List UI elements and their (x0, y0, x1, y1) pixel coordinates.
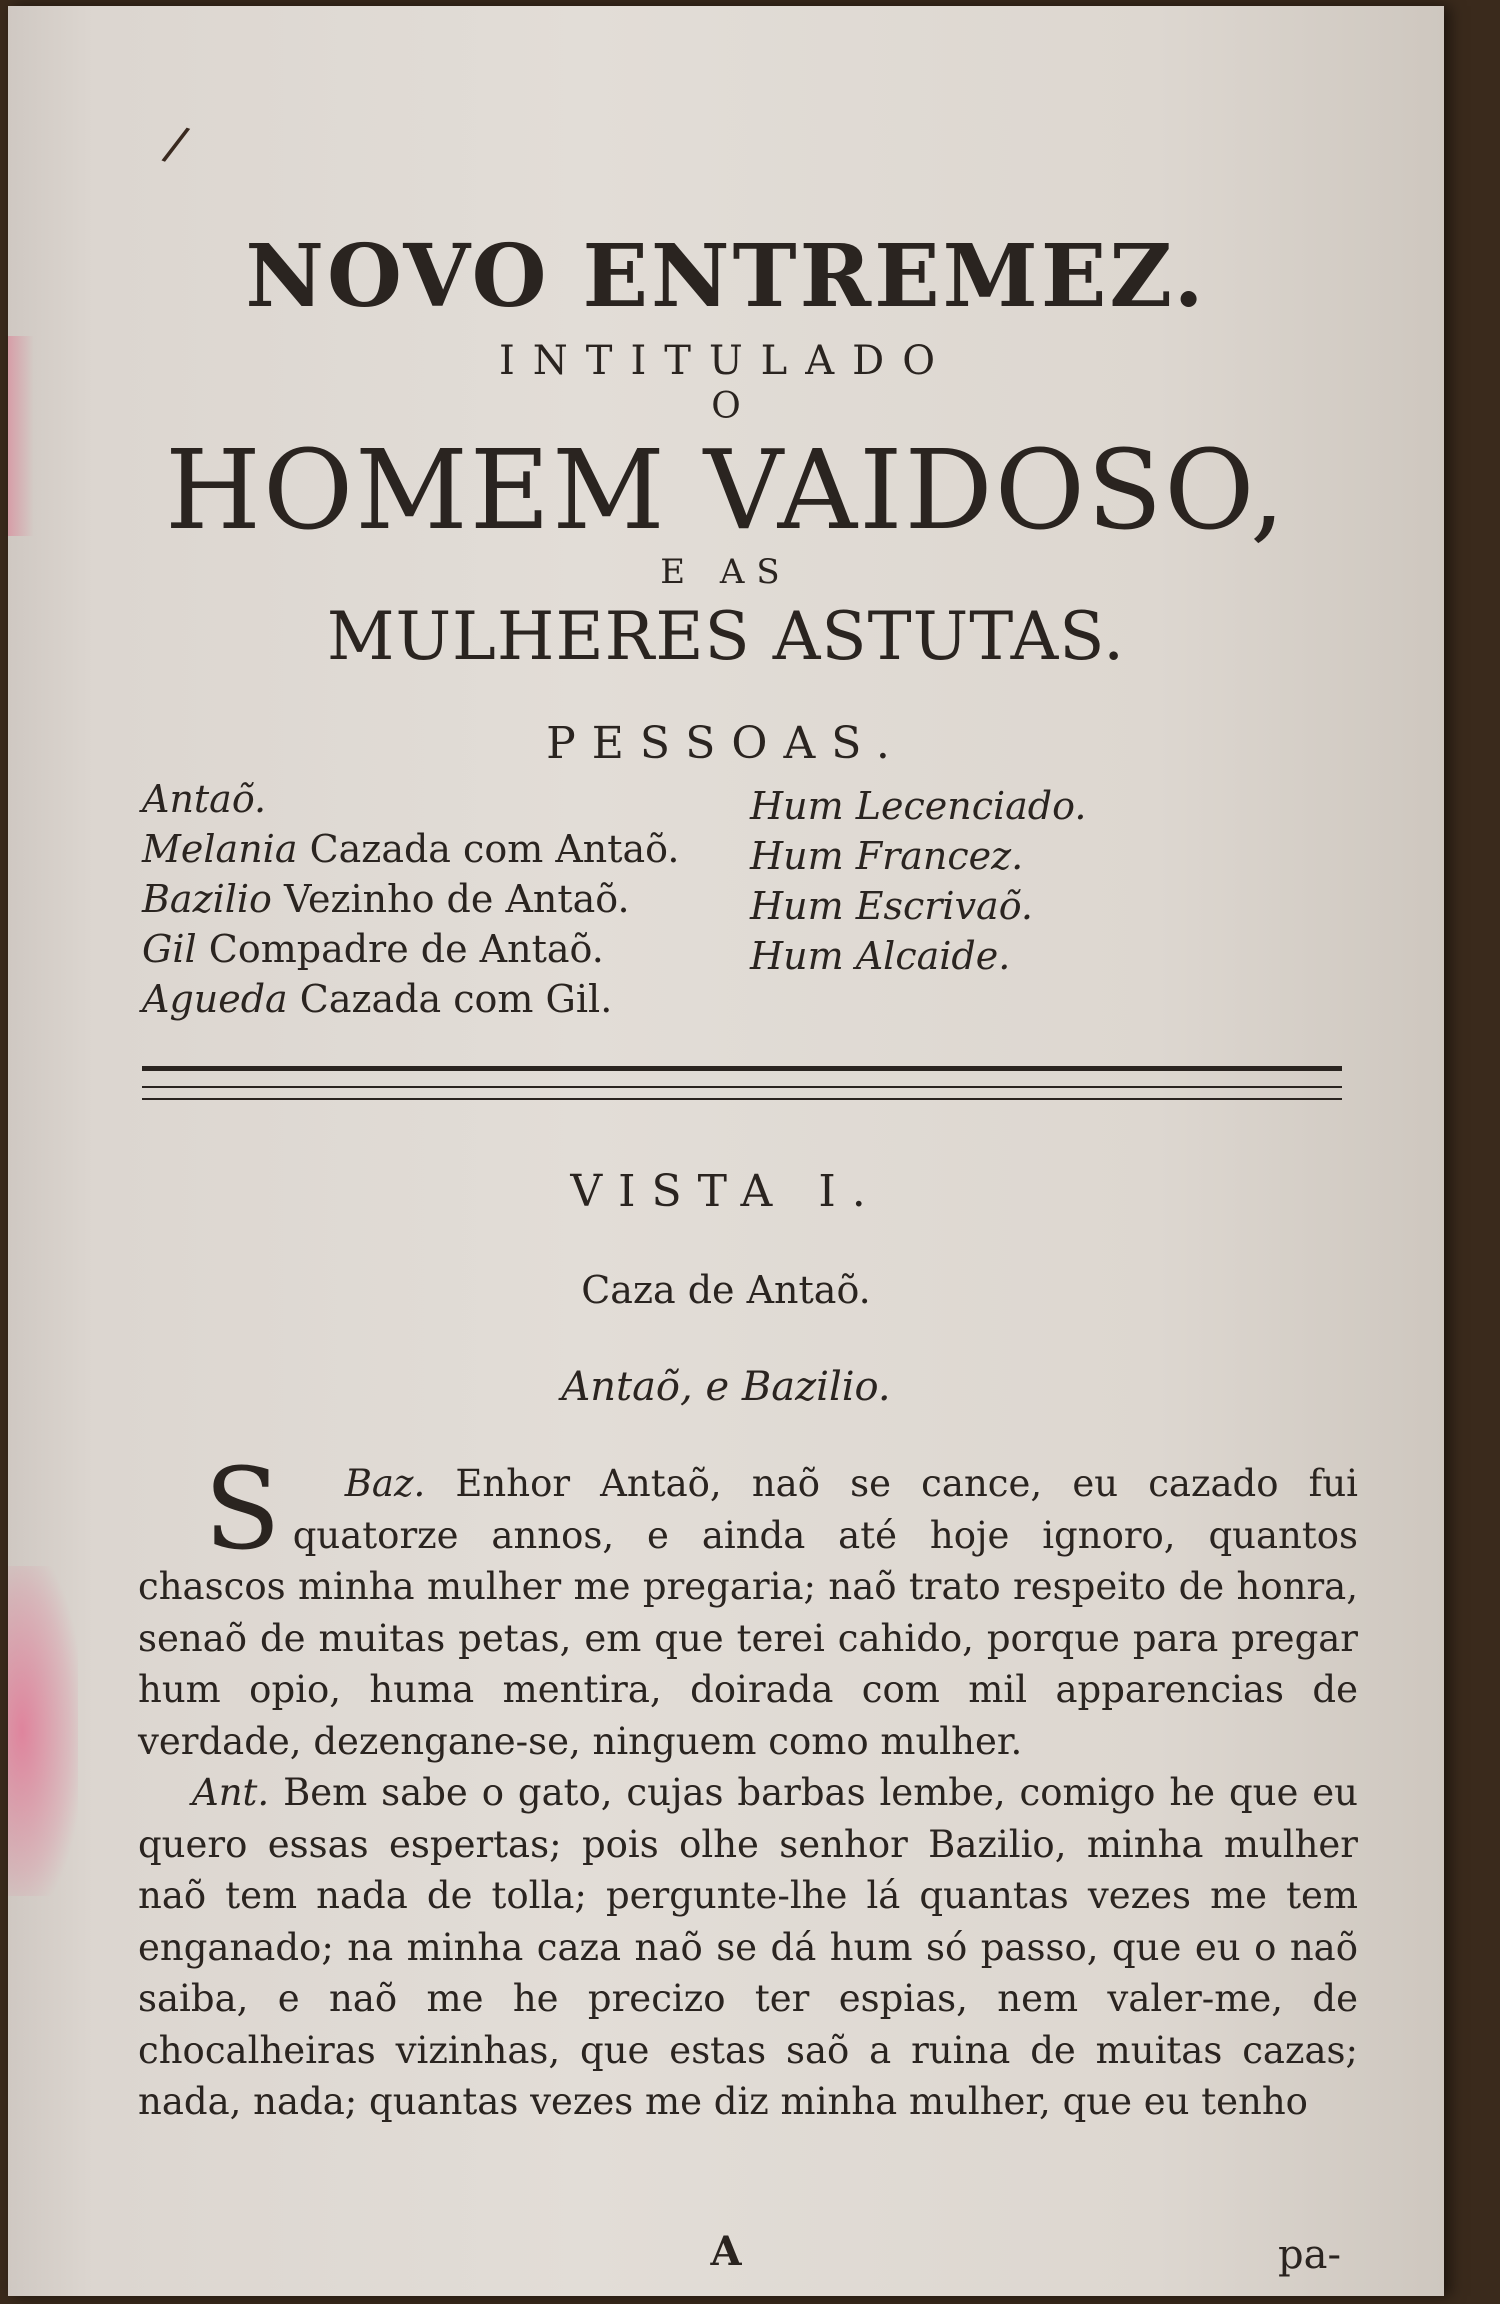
cast-entry: Hum Escrivaõ. (750, 884, 1033, 928)
cast-entry: Antaõ. (142, 777, 267, 821)
scene-characters: Antaõ, e Bazilio. (561, 1364, 891, 1410)
divider-thin (142, 1098, 1342, 1100)
title-subtitle: MULHERES ASTUTAS. (326, 598, 1126, 675)
divider-thin (142, 1086, 1342, 1088)
cast-entry: Gil Compadre de Antaõ. (142, 927, 604, 971)
cast-entry: Hum Lecenciado. (750, 784, 1087, 828)
title-line-5: E AS (660, 552, 792, 592)
speech-paragraph (138, 1445, 1358, 1767)
speech-text: Enhor Antaõ, naõ se cance, eu cazado fui quatorze annos, e ainda até hoje ignoro, quantos chascos minha mulher me pregaria; naõ trato respeito de honra, senaõ de muitas petas, em que terei cahido, porque para pregar hum opio, huma mentira, doirada com mil apparencias de verdade, dezengane-se, ninguem como mulher. (138, 1462, 1358, 1763)
speech-text: Bem sabe o gato, cujas barbas lembe, comigo he que eu quero essas espertas; pois olhe senhor Bazilio, minha mulher naõ tem nada de tolla; pergunte-lhe lá quantas vezes me tem enganado; na minha caza naõ se dá hum só passo, que eu o naõ saiba, e naõ me he precizo ter espias, nem valer-me, de chocalheiras vizinhas, que estas saõ a ruina de muitas cazas; nada, nada; quantas vezes me diz minha mulher, que eu tenho (138, 1771, 1358, 2123)
cast-entry: Bazilio Vezinho de Antaõ. (142, 877, 630, 921)
speaker-label: Baz. (344, 1462, 426, 1505)
title-line-3: O (711, 386, 741, 427)
title-main: HOMEM VAIDOSO, (165, 426, 1287, 554)
scene-heading: VISTA I. (570, 1166, 882, 1217)
cast-list-left (142, 774, 679, 1024)
catchword: pa- (1278, 2232, 1341, 2278)
divider-thick (142, 1066, 1342, 1071)
title-line-1: NOVO ENTREMEZ. (245, 226, 1207, 327)
scene-place: Caza de Antaõ. (581, 1268, 871, 1312)
cast-entry: Melania Cazada com Antaõ. (142, 827, 680, 871)
dialogue-text (138, 1445, 1358, 2128)
cast-list-right (750, 781, 1086, 981)
cast-entry: Agueda Cazada com Gil. (142, 977, 613, 1021)
speech-paragraph (138, 1767, 1358, 2128)
signature-mark: A (710, 2228, 742, 2275)
cast-entry: Hum Alcaide. (750, 934, 1011, 978)
title-line-2: INTITULADO (499, 338, 953, 384)
cast-entry: Hum Francez. (750, 834, 1024, 878)
book-page (8, 6, 1444, 2296)
ink-mark: / (158, 114, 194, 174)
cast-heading: PESSOAS. (546, 718, 906, 769)
drop-cap: S (204, 1445, 281, 1575)
speaker-label: Ant. (192, 1771, 270, 1814)
pink-stain (8, 1566, 78, 1896)
